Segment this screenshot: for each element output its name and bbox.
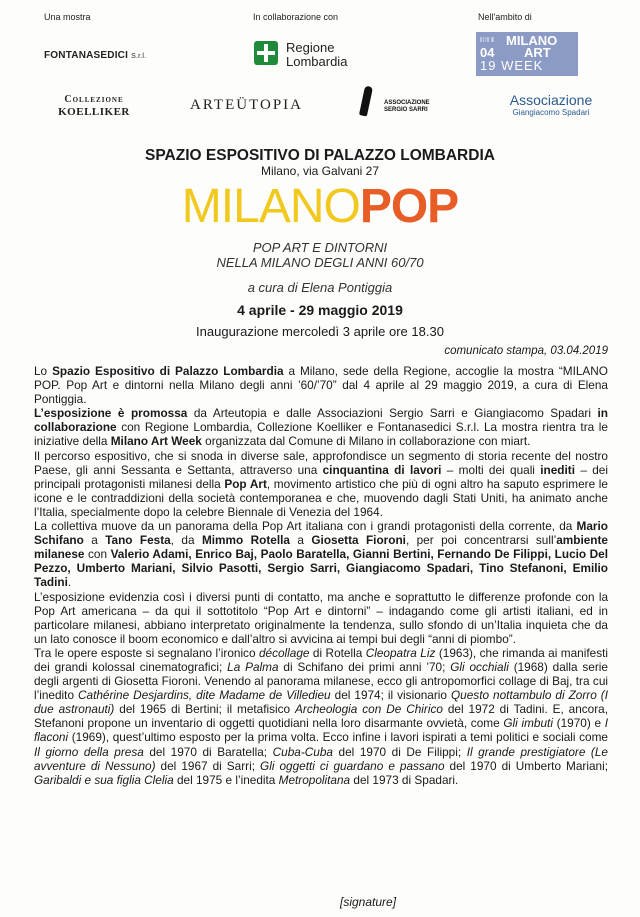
label-una-mostra: Una mostra — [44, 12, 91, 22]
logo-arteutopia: ARTEÜTOPIA — [190, 97, 303, 113]
spadari-line-1: Associazione — [509, 92, 593, 108]
logo-associazione-spadari — [496, 92, 606, 117]
paragraph-6: Tra le opere esposte si segnalano l’ironico décollage di Rotella Cleopatra Liz (1963), che rimanda ai manifesti dei grandi kolossal cinematografici; La Palma di Schifano dei primi anni ’70; Gli occhiali (1968) dalla serie degli argenti di Giosetta Fioroni. Venendo al panorama milanese, ecco gli antropomorfici collage di Baj, tra cui l’inedito Cathérine Desjardins, dite Madame de Villedieu del 1974; il visionario Questo nottambulo di Zorro (I due astronauti) del 1965 di Bertini; il metafisico Archeologia con De Chirico del 1972 di Tadini. E, ancora, Stefanoni propone un inventario di oggetti quotidiani nella loro disarmante ovvietà, come Gli imbuti (1970) e I flaconi (1969), quest’ultimo esposto per la prima volta. Ecco infine i lavori ispirati a temi politici e sociali come Il giorno della presa del 1970 di Baratella; Cuba-Cuba del 1970 di De Filippi; Il grande prestigiatore (Le avventure di Nessuno) del 1967 di Sarri; Gli oggetti ci guardano e passano del 1970 di Umberto Mariani; Garibaldi e sua figlia Clelia del 1975 e l’inedita Metropolitana del 1973 di Spadari. — [34, 645, 609, 787]
subtitle-line-1: POP ART E DINTORNI — [252, 240, 388, 255]
koelliker-line-1: Collezione — [64, 94, 124, 105]
paragraph-5: L’esposizione evidenzia così i diversi punti di contatto, ma anche e soprattutto le differenze profonde con la Pop Art americana – da qui il sottotitolo “Pop Art e dintorni” – indagando come gli artisti italiani, ed in particolare milanesi, abbiano interpretato originalmente la tendenza, sullo sfondo di un’Italia inquieta che da un lato conosce il boom economico e dall’altro si avvicina ai tempi bui degli “anni di piombo”. — [34, 589, 608, 646]
logo-milano-art-week — [476, 32, 578, 76]
inauguration: Inaugurazione mercoledì 3 aprile ore 18.30 — [196, 324, 444, 339]
label-collaborazione: In collaborazione con — [253, 12, 339, 22]
curator: a cura di Elena Pontiggia — [247, 280, 393, 295]
venue-address: Milano, via Galvani 27 — [260, 164, 380, 178]
paragraph-2: L’esposizione è promossa da Arteutopia e dalle Associazioni Sergio Sarri e Giangiacomo Spadari in collaborazione con Regione Lombardia, Collezione Koelliker e Fontanasedici S.r.l. La mostra rientra tra le iniziative della Milano Art Week organizzata dal Comune di Milano in collaborazione con miart. — [34, 406, 608, 449]
sarri-figure-icon — [359, 85, 373, 116]
label-ambito: Nell'ambito di — [478, 12, 532, 22]
venue-title: SPAZIO ESPOSITIVO DI PALAZZO LOMBARDIA — [145, 147, 495, 164]
subtitle-line-2: NELLA MILANO DEGLI ANNI 60/70 — [216, 255, 424, 270]
paragraph-1: Lo Spazio Espositivo di Palazzo Lombardia a Milano, sede della Regione, accoglie la mostra “MILANO POP. Pop Art e dintorni nella Milano degli anni ’60/’70” dal 4 aprile al 29 maggio 2019, a cura di Elena Pontiggia. — [34, 364, 608, 407]
maw-04: 04 — [480, 45, 495, 60]
maw-week: 19 WEEK — [480, 58, 544, 73]
subtitle — [0, 240, 640, 270]
regione-cross-icon — [254, 41, 278, 65]
logo-fontanasedici — [44, 50, 146, 61]
regione-lombardia-text — [286, 41, 366, 69]
maw-milano: MILANO — [506, 33, 558, 48]
fontanasedici-text: FONTANASEDICI — [44, 50, 129, 61]
logo-koelliker — [44, 93, 144, 119]
maw-dots: ||| ||| ||| — [480, 37, 495, 43]
paragraph-4: La collettiva muove da un panorama della Pop Art italiana con i grandi protagonisti della corrente, da Mario Schifano a Tano Festa, da Mimmo Rotella a Giosetta Fioroni, per poi concentrarsi sull’ambiente milanese con Valerio Adami, Enrico Baj, Paolo Baratella, Gianni Bertini, Fernando De Filippi, Lucio Del Pezzo, Umberto Mariani, Silvio Pasotti, Sergio Sarri, Giangiacomo Spadari, Tino Stefanoni, Emilio Tadini. — [34, 519, 609, 590]
logo-milano-word: MILANO — [181, 180, 360, 233]
paragraph-3: Il percorso espositivo, che si snoda in diverse sale, approfondisce un segmento di storia recente del nostro Paese, gli anni Sessanta e Settanta, attraverso una cinquantina di lavori – molti dei quali inediti – dei principali protagonisti milanesi della Pop Art, movimento artistico che più di ogni altro ha saputo esprimere le icone e le contraddizioni della società contemporanea e che, muovendo dagli Stati Uniti, ha animato anche l’Italia, specialmente dopo la celebre Biennale di Venezia del 1964. — [34, 448, 608, 519]
spadari-line-2: Giangiacomo Spadari — [512, 108, 590, 117]
body-text — [34, 364, 608, 787]
sarri-line-2: SERGIO SARRI — [384, 107, 428, 113]
regione-line-1: Regione — [286, 40, 335, 55]
signature: [signature] — [340, 895, 397, 909]
fontanasedici-suffix: S.r.l. — [131, 53, 147, 60]
sarri-text — [384, 100, 444, 114]
milano-pop-logo — [0, 182, 640, 232]
logo-pop-word: POP — [359, 180, 459, 233]
exhibition-dates: 4 aprile - 29 maggio 2019 — [237, 302, 403, 318]
maw-art: ART — [524, 45, 551, 60]
press-release-date: comunicato stampa, 03.04.2019 — [444, 345, 608, 357]
koelliker-line-2: KOELLIKER — [58, 106, 130, 118]
regione-line-2: Lombardia — [286, 54, 348, 69]
logo-regione-lombardia — [254, 40, 348, 69]
sarri-line-1: ASSOCIAZIONE — [384, 100, 430, 106]
